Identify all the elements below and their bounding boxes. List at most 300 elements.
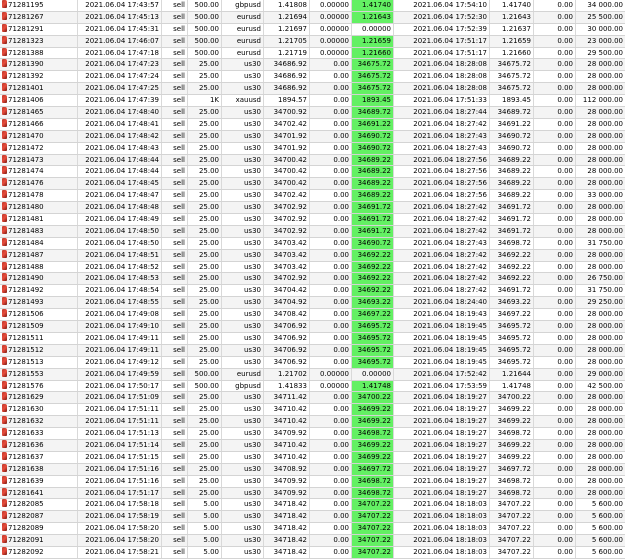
profit-cell (576, 238, 625, 249)
volume-text: 25.00 (198, 179, 219, 188)
commission-cell (534, 190, 576, 201)
type-text: sell (173, 536, 185, 545)
commission-cell (534, 511, 576, 522)
ticket-cell (0, 440, 78, 451)
ticket-cell (0, 238, 78, 249)
profit-cell (576, 333, 625, 344)
open-time-cell (78, 262, 162, 273)
table-row[interactable] (0, 499, 625, 511)
close-time-cell (394, 476, 490, 487)
stop-loss-cell (310, 285, 352, 296)
take-profit-cell (352, 131, 394, 142)
symbol-cell (222, 119, 264, 130)
ticket-text: 71281632 (8, 417, 44, 426)
sell-order-icon (2, 119, 7, 127)
take-profit-text: 1893.45 (362, 96, 391, 105)
volume-cell (188, 488, 222, 499)
take-profit-text: 34707.22 (357, 547, 391, 556)
open-price-text: 1.21705 (278, 36, 307, 45)
type-cell (162, 273, 188, 284)
type-text: sell (173, 369, 185, 378)
table-row[interactable] (0, 262, 625, 274)
table-row[interactable] (0, 535, 625, 547)
profit-text: 29 000.00 (587, 369, 623, 378)
table-row[interactable] (0, 428, 625, 440)
ticket-text: 71281476 (8, 179, 44, 188)
ticket-text: 71281513 (8, 357, 44, 366)
stop-loss-cell (310, 547, 352, 558)
stop-loss-cell (310, 440, 352, 451)
close-time-text: 2021.06.04 18:27:42 (413, 215, 487, 224)
take-profit-cell (352, 404, 394, 415)
commission-text: 0.00 (557, 143, 573, 152)
ticket-cell (0, 95, 78, 106)
open-time-text: 2021.06.04 17:45:31 (85, 24, 159, 33)
profit-cell (576, 214, 625, 225)
open-time-text: 2021.06.04 17:48:52 (85, 262, 159, 271)
symbol-text: eurusd (236, 369, 261, 378)
symbol-cell (222, 166, 264, 177)
open-price-cell (264, 12, 310, 23)
stop-loss-text: 0.00000 (320, 48, 349, 57)
type-text: sell (173, 547, 185, 556)
commission-text: 0.00 (557, 274, 573, 283)
type-text: sell (173, 381, 185, 390)
open-time-text: 2021.06.04 17:46:07 (85, 36, 159, 45)
take-profit-text: 34692.22 (357, 286, 391, 295)
table-row[interactable] (0, 440, 625, 452)
commission-cell (534, 499, 576, 510)
ticket-text: 71281488 (8, 262, 44, 271)
open-price-cell (264, 381, 310, 392)
table-row[interactable] (0, 547, 625, 559)
type-text: sell (173, 191, 185, 200)
table-row[interactable] (0, 131, 625, 143)
type-text: sell (173, 12, 185, 21)
take-profit-text: 1.21659 (362, 36, 391, 45)
symbol-cell (222, 95, 264, 106)
stop-loss-text: 0.00 (333, 238, 349, 247)
sell-order-icon (2, 71, 7, 79)
open-price-text: 1.21702 (278, 369, 307, 378)
take-profit-text: 34689.22 (357, 191, 391, 200)
close-time-text: 2021.06.04 18:19:27 (413, 476, 487, 485)
profit-cell (576, 273, 625, 284)
ticket-cell (0, 523, 78, 534)
ticket-text: 71281630 (8, 405, 44, 414)
symbol-text: us30 (244, 333, 261, 342)
table-row[interactable] (0, 24, 625, 36)
type-cell (162, 440, 188, 451)
table-row[interactable] (0, 95, 625, 107)
table-row[interactable] (0, 285, 625, 297)
close-time-cell (394, 0, 490, 11)
ticket-text: 71281465 (8, 108, 44, 117)
commission-text: 0.00 (557, 512, 573, 521)
table-row[interactable] (0, 202, 625, 214)
commission-text: 0.00 (557, 238, 573, 247)
sell-order-icon (2, 369, 7, 377)
close-price-text: 1.21643 (502, 12, 531, 21)
ticket-cell (0, 119, 78, 130)
take-profit-text: 34695.72 (357, 357, 391, 366)
table-row[interactable] (0, 166, 625, 178)
volume-text: 25.00 (198, 155, 219, 164)
table-row[interactable] (0, 523, 625, 535)
open-price-cell (264, 155, 310, 166)
ticket-text: 71281466 (8, 119, 44, 128)
open-time-text: 2021.06.04 17:43:57 (85, 1, 159, 9)
stop-loss-text: 0.00 (333, 500, 349, 509)
close-time-text: 2021.06.04 18:19:27 (413, 429, 487, 438)
symbol-text: us30 (244, 119, 261, 128)
type-cell (162, 155, 188, 166)
ticket-text: 71281480 (8, 203, 44, 212)
ticket-cell (0, 357, 78, 368)
sell-order-icon (2, 488, 7, 496)
table-row[interactable] (0, 36, 625, 48)
close-time-text: 2021.06.04 18:27:56 (413, 167, 487, 176)
profit-text: 42 500.00 (587, 381, 623, 390)
close-time-cell (394, 71, 490, 82)
table-row[interactable] (0, 476, 625, 488)
symbol-cell (222, 345, 264, 356)
stop-loss-cell (310, 476, 352, 487)
stop-loss-cell (310, 71, 352, 82)
take-profit-cell (352, 119, 394, 130)
open-price-text: 34718.42 (273, 524, 307, 533)
commission-text: 0.00 (557, 108, 573, 117)
stop-loss-text: 0.00 (333, 215, 349, 224)
volume-text: 25.00 (198, 262, 219, 271)
table-row[interactable] (0, 404, 625, 416)
commission-text: 0.00 (557, 119, 573, 128)
table-row[interactable] (0, 178, 625, 190)
close-time-cell (394, 178, 490, 189)
table-row[interactable] (0, 309, 625, 321)
profit-text: 5 600.00 (591, 536, 623, 545)
take-profit-cell (352, 476, 394, 487)
symbol-text: us30 (244, 310, 261, 319)
profit-cell (576, 190, 625, 201)
close-time-cell (394, 119, 490, 130)
table-row[interactable] (0, 71, 625, 83)
take-profit-text: 1.21660 (362, 48, 391, 57)
table-row[interactable] (0, 511, 625, 523)
close-time-text: 2021.06.04 18:19:45 (413, 322, 487, 331)
close-time-text: 2021.06.04 17:52:39 (413, 24, 487, 33)
stop-loss-cell (310, 238, 352, 249)
close-price-cell (490, 416, 534, 427)
profit-text: 28 000.00 (587, 119, 623, 128)
volume-text: 25.00 (198, 417, 219, 426)
volume-text: 5.00 (203, 500, 219, 509)
stop-loss-text: 0.00 (333, 524, 349, 533)
stop-loss-text: 0.00 (333, 191, 349, 200)
ticket-cell (0, 464, 78, 475)
table-row[interactable] (0, 333, 625, 345)
table-row[interactable] (0, 381, 625, 393)
type-cell (162, 285, 188, 296)
table-row[interactable] (0, 59, 625, 71)
profit-cell (576, 523, 625, 534)
profit-cell (576, 535, 625, 546)
table-row[interactable] (0, 464, 625, 476)
stop-loss-cell (310, 131, 352, 142)
open-price-cell (264, 476, 310, 487)
profit-text: 28 000.00 (587, 250, 623, 259)
stop-loss-text: 0.00 (333, 179, 349, 188)
profit-text: 28 000.00 (587, 108, 623, 117)
profit-text: 28 000.00 (587, 476, 623, 485)
close-price-text: 34691.72 (497, 286, 531, 295)
open-time-cell (78, 428, 162, 439)
symbol-cell (222, 202, 264, 213)
profit-text: 5 600.00 (591, 500, 623, 509)
ticket-cell (0, 321, 78, 332)
table-row[interactable] (0, 238, 625, 250)
ticket-cell (0, 71, 78, 82)
stop-loss-text: 0.00 (333, 60, 349, 69)
take-profit-cell (352, 345, 394, 356)
table-row[interactable] (0, 107, 625, 119)
stop-loss-cell (310, 59, 352, 70)
close-time-cell (394, 166, 490, 177)
type-cell (162, 381, 188, 392)
profit-text: 28 000.00 (587, 405, 623, 414)
open-time-cell (78, 333, 162, 344)
close-time-cell (394, 238, 490, 249)
close-time-cell (394, 131, 490, 142)
open-time-cell (78, 71, 162, 82)
symbol-text: us30 (244, 191, 261, 200)
commission-text: 0.00 (557, 310, 573, 319)
close-price-text: 34675.72 (497, 84, 531, 93)
open-price-text: 34710.42 (273, 452, 307, 461)
open-time-cell (78, 309, 162, 320)
type-cell (162, 333, 188, 344)
sell-order-icon (2, 36, 7, 44)
table-row[interactable] (0, 119, 625, 131)
close-price-text: 34695.72 (497, 333, 531, 342)
close-time-text: 2021.06.04 18:27:44 (413, 108, 487, 117)
ticket-text: 71281638 (8, 464, 44, 473)
open-price-cell (264, 428, 310, 439)
close-price-text: 1.21644 (502, 369, 531, 378)
commission-text: 0.00 (557, 48, 573, 57)
open-price-cell (264, 511, 310, 522)
volume-cell (188, 428, 222, 439)
take-profit-text: 1.21643 (362, 12, 391, 21)
type-text: sell (173, 143, 185, 152)
type-text: sell (173, 464, 185, 473)
close-price-cell (490, 464, 534, 475)
table-row[interactable] (0, 321, 625, 333)
ticket-cell (0, 143, 78, 154)
close-price-text: 34689.22 (497, 155, 531, 164)
commission-text: 0.00 (557, 357, 573, 366)
type-text: sell (173, 417, 185, 426)
open-time-text: 2021.06.04 17:51:14 (85, 440, 159, 449)
ticket-text: 71281474 (8, 167, 44, 176)
open-time-cell (78, 238, 162, 249)
ticket-cell (0, 131, 78, 142)
table-row[interactable] (0, 392, 625, 404)
ticket-text: 71281390 (8, 60, 44, 69)
open-price-cell (264, 59, 310, 70)
sell-order-icon (2, 547, 7, 555)
take-profit-cell (352, 333, 394, 344)
close-time-text: 2021.06.04 18:19:27 (413, 417, 487, 426)
stop-loss-text: 0.00000 (320, 381, 349, 390)
symbol-cell (222, 333, 264, 344)
commission-cell (534, 476, 576, 487)
sell-order-icon (2, 416, 7, 424)
table-row[interactable] (0, 12, 625, 24)
volume-cell (188, 155, 222, 166)
commission-text: 0.00 (557, 84, 573, 93)
take-profit-text: 34690.72 (357, 143, 391, 152)
stop-loss-cell (310, 262, 352, 273)
symbol-cell (222, 357, 264, 368)
sell-order-icon (2, 0, 7, 8)
symbol-text: us30 (244, 417, 261, 426)
open-price-cell (264, 452, 310, 463)
table-row[interactable] (0, 190, 625, 202)
commission-text: 0.00 (557, 179, 573, 188)
take-profit-cell (352, 511, 394, 522)
open-time-cell (78, 535, 162, 546)
profit-text: 28 000.00 (587, 203, 623, 212)
profit-text: 5 600.00 (591, 547, 623, 556)
ticket-cell (0, 24, 78, 35)
table-row[interactable] (0, 48, 625, 60)
open-time-text: 2021.06.04 17:51:09 (85, 393, 159, 402)
symbol-text: us30 (244, 203, 261, 212)
type-text: sell (173, 203, 185, 212)
close-price-cell (490, 297, 534, 308)
close-time-cell (394, 59, 490, 70)
volume-cell (188, 0, 222, 11)
open-time-text: 2021.06.04 17:48:47 (85, 191, 159, 200)
volume-cell (188, 321, 222, 332)
close-price-cell (490, 226, 534, 237)
close-time-cell (394, 511, 490, 522)
sell-order-icon (2, 321, 7, 329)
table-row[interactable] (0, 297, 625, 309)
symbol-cell (222, 535, 264, 546)
symbol-cell (222, 143, 264, 154)
type-cell (162, 262, 188, 273)
commission-cell (534, 226, 576, 237)
profit-text: 28 000.00 (587, 333, 623, 342)
table-row[interactable] (0, 488, 625, 500)
commission-cell (534, 24, 576, 35)
ticket-text: 71281576 (8, 381, 44, 390)
symbol-text: us30 (244, 179, 261, 188)
commission-text: 0.00 (557, 96, 573, 105)
volume-cell (188, 119, 222, 130)
symbol-cell (222, 285, 264, 296)
close-price-text: 34707.22 (497, 500, 531, 509)
table-row[interactable] (0, 345, 625, 357)
open-time-cell (78, 345, 162, 356)
ticket-text: 71281406 (8, 96, 44, 105)
commission-text: 0.00 (557, 298, 573, 307)
symbol-text: eurusd (236, 12, 261, 21)
open-time-text: 2021.06.04 17:48:54 (85, 286, 159, 295)
close-time-text: 2021.06.04 18:18:03 (413, 500, 487, 509)
table-row[interactable] (0, 83, 625, 95)
profit-cell (576, 392, 625, 403)
close-time-cell (394, 357, 490, 368)
table-row[interactable] (0, 416, 625, 428)
close-price-text: 34691.22 (497, 119, 531, 128)
type-cell (162, 214, 188, 225)
close-price-cell (490, 273, 534, 284)
volume-text: 500.00 (194, 1, 219, 9)
commission-cell (534, 297, 576, 308)
take-profit-text: 34675.72 (357, 72, 391, 81)
type-text: sell (173, 500, 185, 509)
stop-loss-cell (310, 345, 352, 356)
take-profit-text: 34693.22 (357, 298, 391, 307)
open-price-cell (264, 321, 310, 332)
profit-cell (576, 71, 625, 82)
volume-cell (188, 285, 222, 296)
symbol-cell (222, 488, 264, 499)
table-row[interactable] (0, 214, 625, 226)
open-price-cell (264, 309, 310, 320)
open-price-cell (264, 143, 310, 154)
symbol-text: us30 (244, 476, 261, 485)
sell-order-icon (2, 333, 7, 341)
open-time-cell (78, 273, 162, 284)
table-row[interactable] (0, 452, 625, 464)
table-row[interactable] (0, 143, 625, 155)
open-price-cell (264, 297, 310, 308)
table-row[interactable] (0, 226, 625, 238)
open-price-text: 1.21697 (278, 24, 307, 33)
table-row[interactable] (0, 250, 625, 262)
table-row[interactable] (0, 369, 625, 381)
volume-text: 25.00 (198, 215, 219, 224)
type-text: sell (173, 322, 185, 331)
type-text: sell (173, 179, 185, 188)
table-row[interactable] (0, 273, 625, 285)
ticket-cell (0, 214, 78, 225)
table-row[interactable] (0, 357, 625, 369)
volume-cell (188, 523, 222, 534)
type-cell (162, 0, 188, 11)
profit-cell (576, 476, 625, 487)
open-price-text: 34704.92 (273, 298, 307, 307)
table-row[interactable] (0, 0, 625, 12)
symbol-text: us30 (244, 512, 261, 521)
volume-cell (188, 381, 222, 392)
open-price-text: 34709.92 (273, 429, 307, 438)
table-row[interactable] (0, 155, 625, 167)
close-price-text: 34707.22 (497, 547, 531, 556)
stop-loss-text: 0.00000 (320, 12, 349, 21)
sell-order-icon (2, 214, 7, 222)
open-time-text: 2021.06.04 17:51:11 (85, 417, 159, 426)
profit-text: 25 500.00 (587, 12, 623, 21)
open-price-text: 34706.92 (273, 322, 307, 331)
profit-text: 28 000.00 (587, 429, 623, 438)
open-price-cell (264, 357, 310, 368)
close-price-text: 34699.22 (497, 417, 531, 426)
